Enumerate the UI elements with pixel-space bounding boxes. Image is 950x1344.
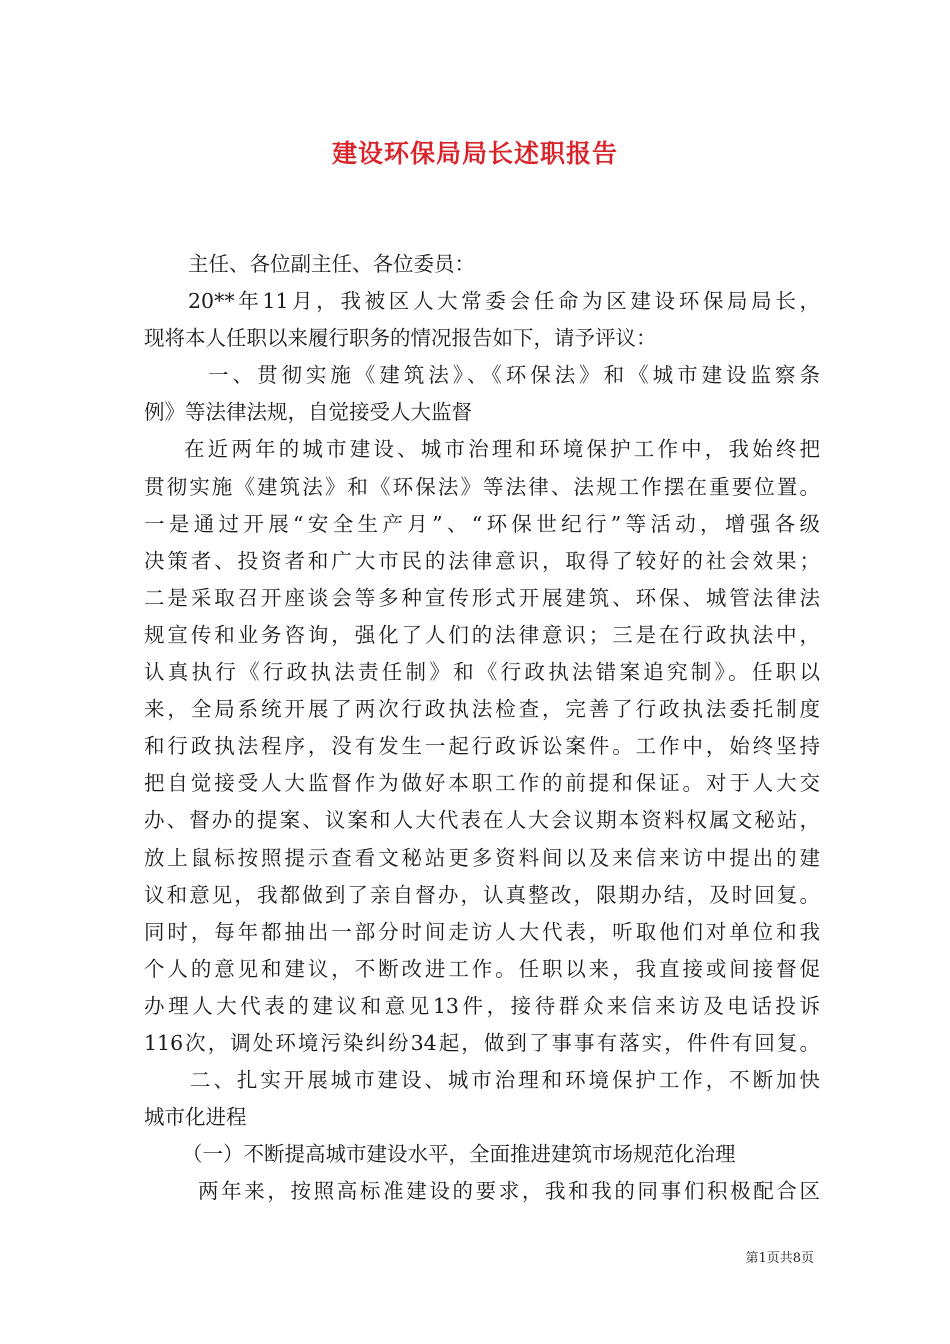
paragraph-line: 放上鼠标按照提示查看文秘站更多资料间以及来信来访中提出的建 [144,845,820,870]
subsection-heading-line: （一）不断提高城市建设水平，全面推进建筑市场规范化治理 [182,1142,736,1167]
paragraph-line: 办、督办的提案、议案和人大代表在人大会议期本资料权属文秘站， [144,808,820,833]
paragraph-line: 贯彻实施《建筑法》和《环保法》等法律、法规工作摆在重要位置。 [144,474,820,499]
paragraph-line: 议和意见，我都做到了亲自督办，认真整改，限期办结，及时回复。 [144,882,820,907]
paragraph-line: 办理人大代表的建议和意见13件，接待群众来信来访及电话投诉 [144,993,820,1018]
paragraph-line: 现将本人任职以来履行职务的情况报告如下，请予评议： [144,326,657,351]
document-body [144,246,820,1210]
section-heading-line: 二、扎实开展城市建设、城市治理和环境保护工作，不断加快 [190,1068,820,1093]
paragraph-line: 20**年11月，我被区人大常委会任命为区建设环保局局长， [188,289,820,314]
paragraph-line: 在近两年的城市建设、城市治理和环境保护工作中，我始终把 [184,437,820,462]
paragraph-line: 116次，调处环境污染纠纷34起，做到了事事有落实，件件有回复。 [144,1030,820,1055]
section-heading-line: 例》等法律法规，自觉接受人大监督 [144,400,472,425]
salutation-line: 主任、各位副主任、各位委员： [188,252,475,276]
paragraph-line: 一是通过开展“安全生产月”、“环保世纪行”等活动，增强各级 [144,511,820,536]
paragraph-line: 认真执行《行政执法责任制》和《行政执法错案追究制》。任职以 [144,660,820,685]
paragraph-line: 把自觉接受人大监督作为做好本职工作的前提和保证。对于人大交 [144,771,820,796]
paragraph-line: 个人的意见和建议，不断改进工作。任职以来，我直接或间接督促 [144,956,820,981]
paragraph-line: 和行政执法程序，没有发生一起行政诉讼案件。工作中，始终坚持 [144,734,820,759]
section-heading-line: 一、贯彻实施《建筑法》、《环保法》和《城市建设监察条 [208,363,820,388]
document-title: 建设环保局局长述职报告 [331,139,618,168]
section-heading-line: 城市化进程 [144,1105,247,1130]
page-number: 第1页共8页 [745,1251,814,1266]
paragraph-line: 二是采取召开座谈会等多种宣传形式开展建筑、环保、城管法律法 [144,585,820,610]
paragraph-line: 两年来，按照高标准建设的要求，我和我的同事们积极配合区 [198,1179,820,1204]
paragraph-line: 决策者、投资者和广大市民的法律意识，取得了较好的社会效果； [144,548,820,573]
paragraph-line: 来，全局系统开展了两次行政执法检查，完善了行政执法委托制度 [144,697,820,722]
paragraph-line: 同时，每年都抽出一部分时间走访人大代表，听取他们对单位和我 [144,919,820,944]
paragraph-line: 规宣传和业务咨询，强化了人们的法律意识；三是在行政执法中， [144,622,820,647]
